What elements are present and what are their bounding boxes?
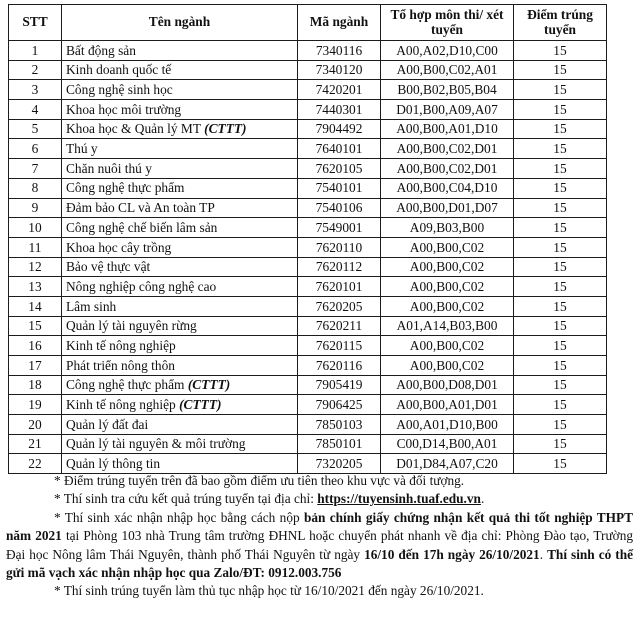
row-major-code: 7620116 [298, 356, 381, 376]
note-confirm-dates: 16/10 đến 17h ngày 26/10/2021 [364, 546, 540, 562]
row-major-code: 7620101 [298, 277, 381, 297]
row-major-name [62, 316, 298, 336]
row-subject-combo: A00,B00,C02,D01 [381, 139, 514, 159]
note-confirm-zalo: Thí sinh có thể gửi mã vạch xác nhận nhập học qua Zalo/ĐT: 0912.003.756 [6, 546, 633, 581]
row-stt: 19 [9, 395, 62, 415]
row-stt: 15 [9, 316, 62, 336]
row-score: 15 [514, 218, 607, 238]
row-major-name [62, 296, 298, 316]
program-tag: (CTTT) [179, 397, 222, 413]
table-row [9, 395, 607, 415]
row-stt: 9 [9, 198, 62, 218]
table-row [9, 100, 607, 120]
row-major-code: 7549001 [298, 218, 381, 238]
row-major-code: 7340116 [298, 41, 381, 61]
table-row [9, 119, 607, 139]
row-subject-combo: A00,B00,C02 [381, 356, 514, 376]
major-name-text: Nông nghiệp công nghệ cao [66, 278, 217, 294]
note-enrollment: * Thí sinh trúng tuyển làm thủ tục nhập học từ 16/10/2021 đến ngày 26/10/2021. [54, 583, 484, 599]
row-score: 15 [514, 395, 607, 415]
row-stt: 6 [9, 139, 62, 159]
row-subject-combo: A00,A01,D10,B00 [381, 415, 514, 435]
table-row [9, 356, 607, 376]
program-tag: (CTTT) [204, 121, 247, 137]
row-major-name [62, 415, 298, 435]
table-row [9, 80, 607, 100]
row-major-name [62, 277, 298, 297]
row-subject-combo: D01,D84,A07,C20 [381, 454, 514, 474]
major-name-text: Công nghệ thực phẩm [66, 180, 185, 196]
row-major-code: 7620205 [298, 296, 381, 316]
major-name-text: Quản lý tài nguyên & môi trường [66, 436, 246, 452]
row-major-name [62, 139, 298, 159]
major-name-text: Bất động sản [66, 42, 136, 58]
table-row [9, 139, 607, 159]
program-tag: (CTTT) [187, 377, 231, 393]
row-major-code: 7906425 [298, 395, 381, 415]
table-row [9, 316, 607, 336]
row-major-code: 7904492 [298, 119, 381, 139]
row-score: 15 [514, 434, 607, 454]
note-lookup-end: . [480, 491, 485, 507]
row-major-code: 7540106 [298, 198, 381, 218]
major-name-text: Lâm sinh [66, 298, 117, 314]
header-code: Mã ngành [298, 5, 381, 41]
row-score: 15 [514, 80, 607, 100]
row-score: 15 [514, 454, 607, 474]
row-subject-combo: A00,B00,C02 [381, 237, 514, 257]
row-score: 15 [514, 237, 607, 257]
row-major-code: 7905419 [298, 375, 381, 395]
row-score: 15 [514, 415, 607, 435]
row-subject-combo: C00,D14,B00,A01 [381, 434, 514, 454]
lookup-link[interactable]: https://tuyensinh.tuaf.edu.vn [317, 491, 481, 507]
note-lookup-text: * Thí sinh tra cứu kết quả trúng tuyển tại địa chỉ: [54, 491, 318, 507]
row-major-code: 7620115 [298, 336, 381, 356]
major-name-text: Phát triển nông thôn [66, 357, 175, 373]
row-major-name [62, 178, 298, 198]
major-name-text: Công nghệ thực phẩm [66, 377, 185, 393]
row-score: 15 [514, 100, 607, 120]
row-major-name [62, 237, 298, 257]
row-score: 15 [514, 139, 607, 159]
major-name-text: Quản lý tài nguyên rừng [66, 318, 197, 334]
major-name-text: Kinh tế nông nghiệp [66, 337, 176, 353]
row-subject-combo: A01,A14,B03,B00 [381, 316, 514, 336]
note-priority: * Điểm trúng tuyển trên đã bao gồm điểm ưu tiên theo khu vực và đối tượng. [54, 473, 465, 488]
note-confirm-doc: bản chính giấy chứng nhận kết quả thi tốt nghiệp THPT năm 2021 [6, 509, 633, 544]
row-subject-combo: D01,B00,A09,A07 [381, 100, 514, 120]
row-major-name [62, 336, 298, 356]
row-major-code: 7850101 [298, 434, 381, 454]
major-name-text: Khoa học & Quản lý MT [66, 121, 201, 137]
table-row [9, 257, 607, 277]
row-stt: 3 [9, 80, 62, 100]
row-subject-combo: A00,B00,D08,D01 [381, 375, 514, 395]
row-score: 15 [514, 198, 607, 218]
row-stt: 7 [9, 159, 62, 179]
table-header-row [9, 5, 607, 41]
row-subject-combo: A00,B00,C02 [381, 336, 514, 356]
row-stt: 16 [9, 336, 62, 356]
note-lookup [6, 490, 633, 508]
row-stt: 12 [9, 257, 62, 277]
row-stt: 2 [9, 60, 62, 80]
header-name: Tên ngành [62, 5, 298, 41]
row-subject-combo: A00,A02,D10,C00 [381, 41, 514, 61]
table-row [9, 178, 607, 198]
row-subject-combo: A00,B00,C02,A01 [381, 60, 514, 80]
table-row [9, 277, 607, 297]
major-name-text: Kinh tế nông nghiệp [66, 397, 176, 413]
row-subject-combo: A00,B00,C02 [381, 277, 514, 297]
major-name-text: Công nghệ chế biến lâm sản [66, 219, 218, 235]
major-name-text: Thú y [66, 141, 98, 157]
row-subject-combo: A09,B03,B00 [381, 218, 514, 238]
row-stt: 4 [9, 100, 62, 120]
row-major-name [62, 218, 298, 238]
header-combo: Tổ hợp môn thi/ xét tuyển [381, 5, 514, 41]
major-name-text: Khoa học môi trường [66, 101, 182, 117]
row-score: 15 [514, 375, 607, 395]
row-major-code: 7320205 [298, 454, 381, 474]
row-major-name [62, 100, 298, 120]
row-score: 15 [514, 60, 607, 80]
row-score: 15 [514, 316, 607, 336]
note-confirm-c: tại Phòng 103 nhà Trung tâm trường ĐHNL hoặc chuyển phát nhanh về địa chỉ: Phòng Đào tạo, Trường Đại học Nông lâm Thái Nguyên, thành phố Thái Nguyên từ ngày [6, 528, 633, 562]
table-row [9, 415, 607, 435]
row-subject-combo: A00,B00,C02,D01 [381, 159, 514, 179]
admission-table [8, 4, 607, 474]
row-major-name [62, 395, 298, 415]
table-row [9, 218, 607, 238]
table-row [9, 159, 607, 179]
row-major-name [62, 454, 298, 474]
row-major-name [62, 159, 298, 179]
row-major-name [62, 257, 298, 277]
row-score: 15 [514, 178, 607, 198]
row-subject-combo: A00,B00,D01,D07 [381, 198, 514, 218]
row-score: 15 [514, 119, 607, 139]
major-name-text: Bảo vệ thực vật [66, 259, 151, 275]
table-row [9, 237, 607, 257]
row-major-code: 7620112 [298, 257, 381, 277]
row-score: 15 [514, 41, 607, 61]
row-stt: 10 [9, 218, 62, 238]
row-score: 15 [514, 356, 607, 376]
row-major-code: 7620211 [298, 316, 381, 336]
major-name-text: Quản lý thông tin [66, 456, 161, 472]
row-major-name [62, 80, 298, 100]
table-row [9, 454, 607, 474]
row-major-name [62, 356, 298, 376]
note-confirm [6, 509, 633, 583]
row-major-code: 7340120 [298, 60, 381, 80]
row-major-name [62, 375, 298, 395]
row-score: 15 [514, 257, 607, 277]
header-stt: STT [9, 5, 62, 41]
row-subject-combo: A00,B00,C02 [381, 257, 514, 277]
row-major-name [62, 60, 298, 80]
row-stt: 18 [9, 375, 62, 395]
row-subject-combo: B00,B02,B05,B04 [381, 80, 514, 100]
row-major-code: 7420201 [298, 80, 381, 100]
table-row [9, 60, 607, 80]
table-row [9, 198, 607, 218]
row-subject-combo: A00,B00,C04,D10 [381, 178, 514, 198]
row-stt: 1 [9, 41, 62, 61]
row-stt: 5 [9, 119, 62, 139]
header-score: Điểm trúng tuyển [514, 5, 607, 41]
row-major-code: 7440301 [298, 100, 381, 120]
row-major-code: 7620105 [298, 159, 381, 179]
row-stt: 17 [9, 356, 62, 376]
table-row [9, 375, 607, 395]
row-major-code: 7640101 [298, 139, 381, 159]
row-score: 15 [514, 296, 607, 316]
major-name-text: Quản lý đất đai [66, 416, 149, 432]
row-major-code: 7540101 [298, 178, 381, 198]
row-stt: 11 [9, 237, 62, 257]
row-score: 15 [514, 159, 607, 179]
note-confirm-a: * Thí sinh xác nhận nhập học bằng cách nộp [54, 509, 304, 525]
row-subject-combo: A00,B00,A01,D10 [381, 119, 514, 139]
major-name-text: Kinh doanh quốc tế [66, 62, 172, 78]
row-major-name [62, 434, 298, 454]
major-name-text: Chăn nuôi thú y [66, 160, 152, 176]
table-body [9, 41, 607, 474]
row-major-name [62, 198, 298, 218]
table-row [9, 336, 607, 356]
table-row [9, 41, 607, 61]
table-row [9, 434, 607, 454]
row-major-code: 7620110 [298, 237, 381, 257]
table-row [9, 296, 607, 316]
row-major-name [62, 41, 298, 61]
row-major-code: 7850103 [298, 415, 381, 435]
row-score: 15 [514, 277, 607, 297]
row-stt: 13 [9, 277, 62, 297]
row-major-name [62, 119, 298, 139]
row-stt: 20 [9, 415, 62, 435]
row-subject-combo: A00,B00,A01,D01 [381, 395, 514, 415]
notes-section [6, 472, 633, 601]
major-name-text: Công nghệ sinh học [66, 82, 173, 98]
major-name-text: Đảm bảo CL và An toàn TP [66, 200, 215, 216]
major-name-text: Khoa học cây trồng [66, 239, 172, 255]
row-stt: 22 [9, 454, 62, 474]
row-stt: 8 [9, 178, 62, 198]
row-stt: 21 [9, 434, 62, 454]
row-stt: 14 [9, 296, 62, 316]
row-score: 15 [514, 336, 607, 356]
note-confirm-e: . [539, 546, 548, 562]
row-subject-combo: A00,B00,C02 [381, 296, 514, 316]
